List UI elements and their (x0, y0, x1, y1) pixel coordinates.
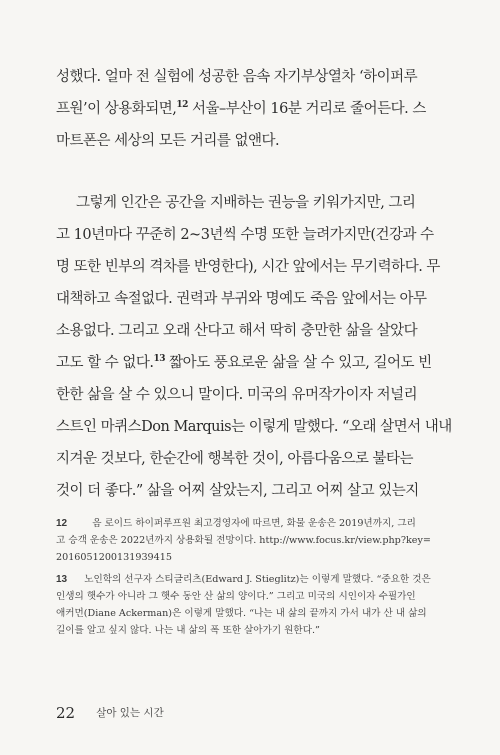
body-line-text: 한한 삶을 살 수 있으니 말이다. 미국의 유머작가이자 저널리 (56, 387, 418, 403)
body-line-text: 지겨운 것보다, 한순간에 행복한 것이, 아름다움으로 불타는 (56, 451, 414, 467)
footnote-text: 노인학의 선구자 스티글리츠(Edward J. Stieglitz)는 이렇게 말했다. “중요한 것은 (84, 574, 431, 585)
body-line-text: 마트폰은 세상의 모든 거리를 없앤다. (56, 133, 280, 149)
body-line-text: 명 또한 빈부의 격차를 반영한다), 시간 앞에서는 무기력하다. 무 (56, 259, 440, 275)
body-line (76, 188, 415, 218)
body-line (56, 94, 426, 124)
body-line-text: 소용없다. 그리고 오래 산다고 해서 딱히 충만한 삶을 살았다 (56, 323, 418, 339)
footnote-text: 고 승객 운송은 2022년까지 상용화될 전망이다. http://www.focus.kr/view.php?key= (56, 535, 431, 546)
body-line (56, 284, 427, 314)
footnote-line (56, 589, 416, 604)
footnote-number: 12 (56, 518, 68, 529)
body-line-text: 서울–부산이 16분 거리로 줄어든다. 스 (187, 101, 426, 117)
page-number: 22 (56, 703, 76, 722)
footnote-text: 길이를 알고 싶지 않다. 나는 내 삶의 폭 또한 살아가기 원한다.” (56, 625, 320, 636)
body-line-text: 성했다. 얼마 전 실험에 성공한 음속 자기부상열차 ‘하이퍼루 (56, 69, 418, 85)
body-line (56, 62, 417, 92)
body-line-text: 것이 더 좋다.” 삶을 어찌 살았는지, 그리고 어찌 살고 있는지 (56, 483, 419, 499)
footnote-line (56, 550, 172, 565)
body-line (56, 348, 432, 378)
footnote-text: 음 로이드 하이퍼루프원 최고경영자에 따르면, 화물 운송은 2019년까지, 그리 (92, 518, 416, 529)
body-line (56, 220, 434, 250)
footnote-line (56, 623, 320, 638)
body-line-text: 고도 할 수 없다. (56, 355, 154, 371)
body-line (56, 412, 452, 442)
body-line (56, 316, 417, 346)
body-line-text: 스트인 마퀴스Don Marquis는 이렇게 말했다. “오래 살면서 내내 (56, 419, 452, 435)
body-line-text: 대책하고 속절없다. 권력과 부귀와 명예도 죽음 앞에서는 아무 (56, 291, 427, 307)
body-line (56, 126, 279, 156)
body-line (56, 476, 419, 506)
footnote-line (56, 572, 431, 587)
footnote-line (56, 533, 431, 548)
body-line-text: 그렇게 인간은 공간을 지배하는 권능을 키워가지만, 그리 (76, 195, 416, 211)
footnote-text: 애커먼(Diane Ackerman)은 이렇게 말했다. “나는 내 삶의 끝까지 가서 내가 산 내 삶의 (56, 608, 427, 619)
body-line (56, 380, 417, 410)
body-line (56, 252, 440, 282)
page-footer (56, 702, 164, 722)
body-line-text: 고 10년마다 꾸준히 2~3년씩 수명 또한 늘려가지만(건강과 수 (56, 227, 434, 243)
footnote-number: 13 (56, 574, 68, 585)
footnote-line (56, 516, 416, 531)
footnote-line (56, 606, 427, 621)
footnote-text: 인생의 햇수가 아니라 그 햇수 동안 산 삶의 양이다.” 그리고 미국의 시인이자 수필가인 (56, 591, 416, 602)
footnote-reference[interactable]: 12 (176, 100, 188, 111)
footnote-link[interactable]: 2016051200131939415 (56, 552, 172, 563)
body-line-text: 짧아도 풍요로운 삶을 살 수 있고, 길어도 빈 (165, 355, 432, 371)
footnote-reference[interactable]: 13 (153, 354, 166, 365)
body-line-text: 프원’이 상용화되면, (56, 101, 177, 117)
running-title: 살아 있는 시간 (96, 706, 164, 719)
body-line (56, 444, 413, 474)
